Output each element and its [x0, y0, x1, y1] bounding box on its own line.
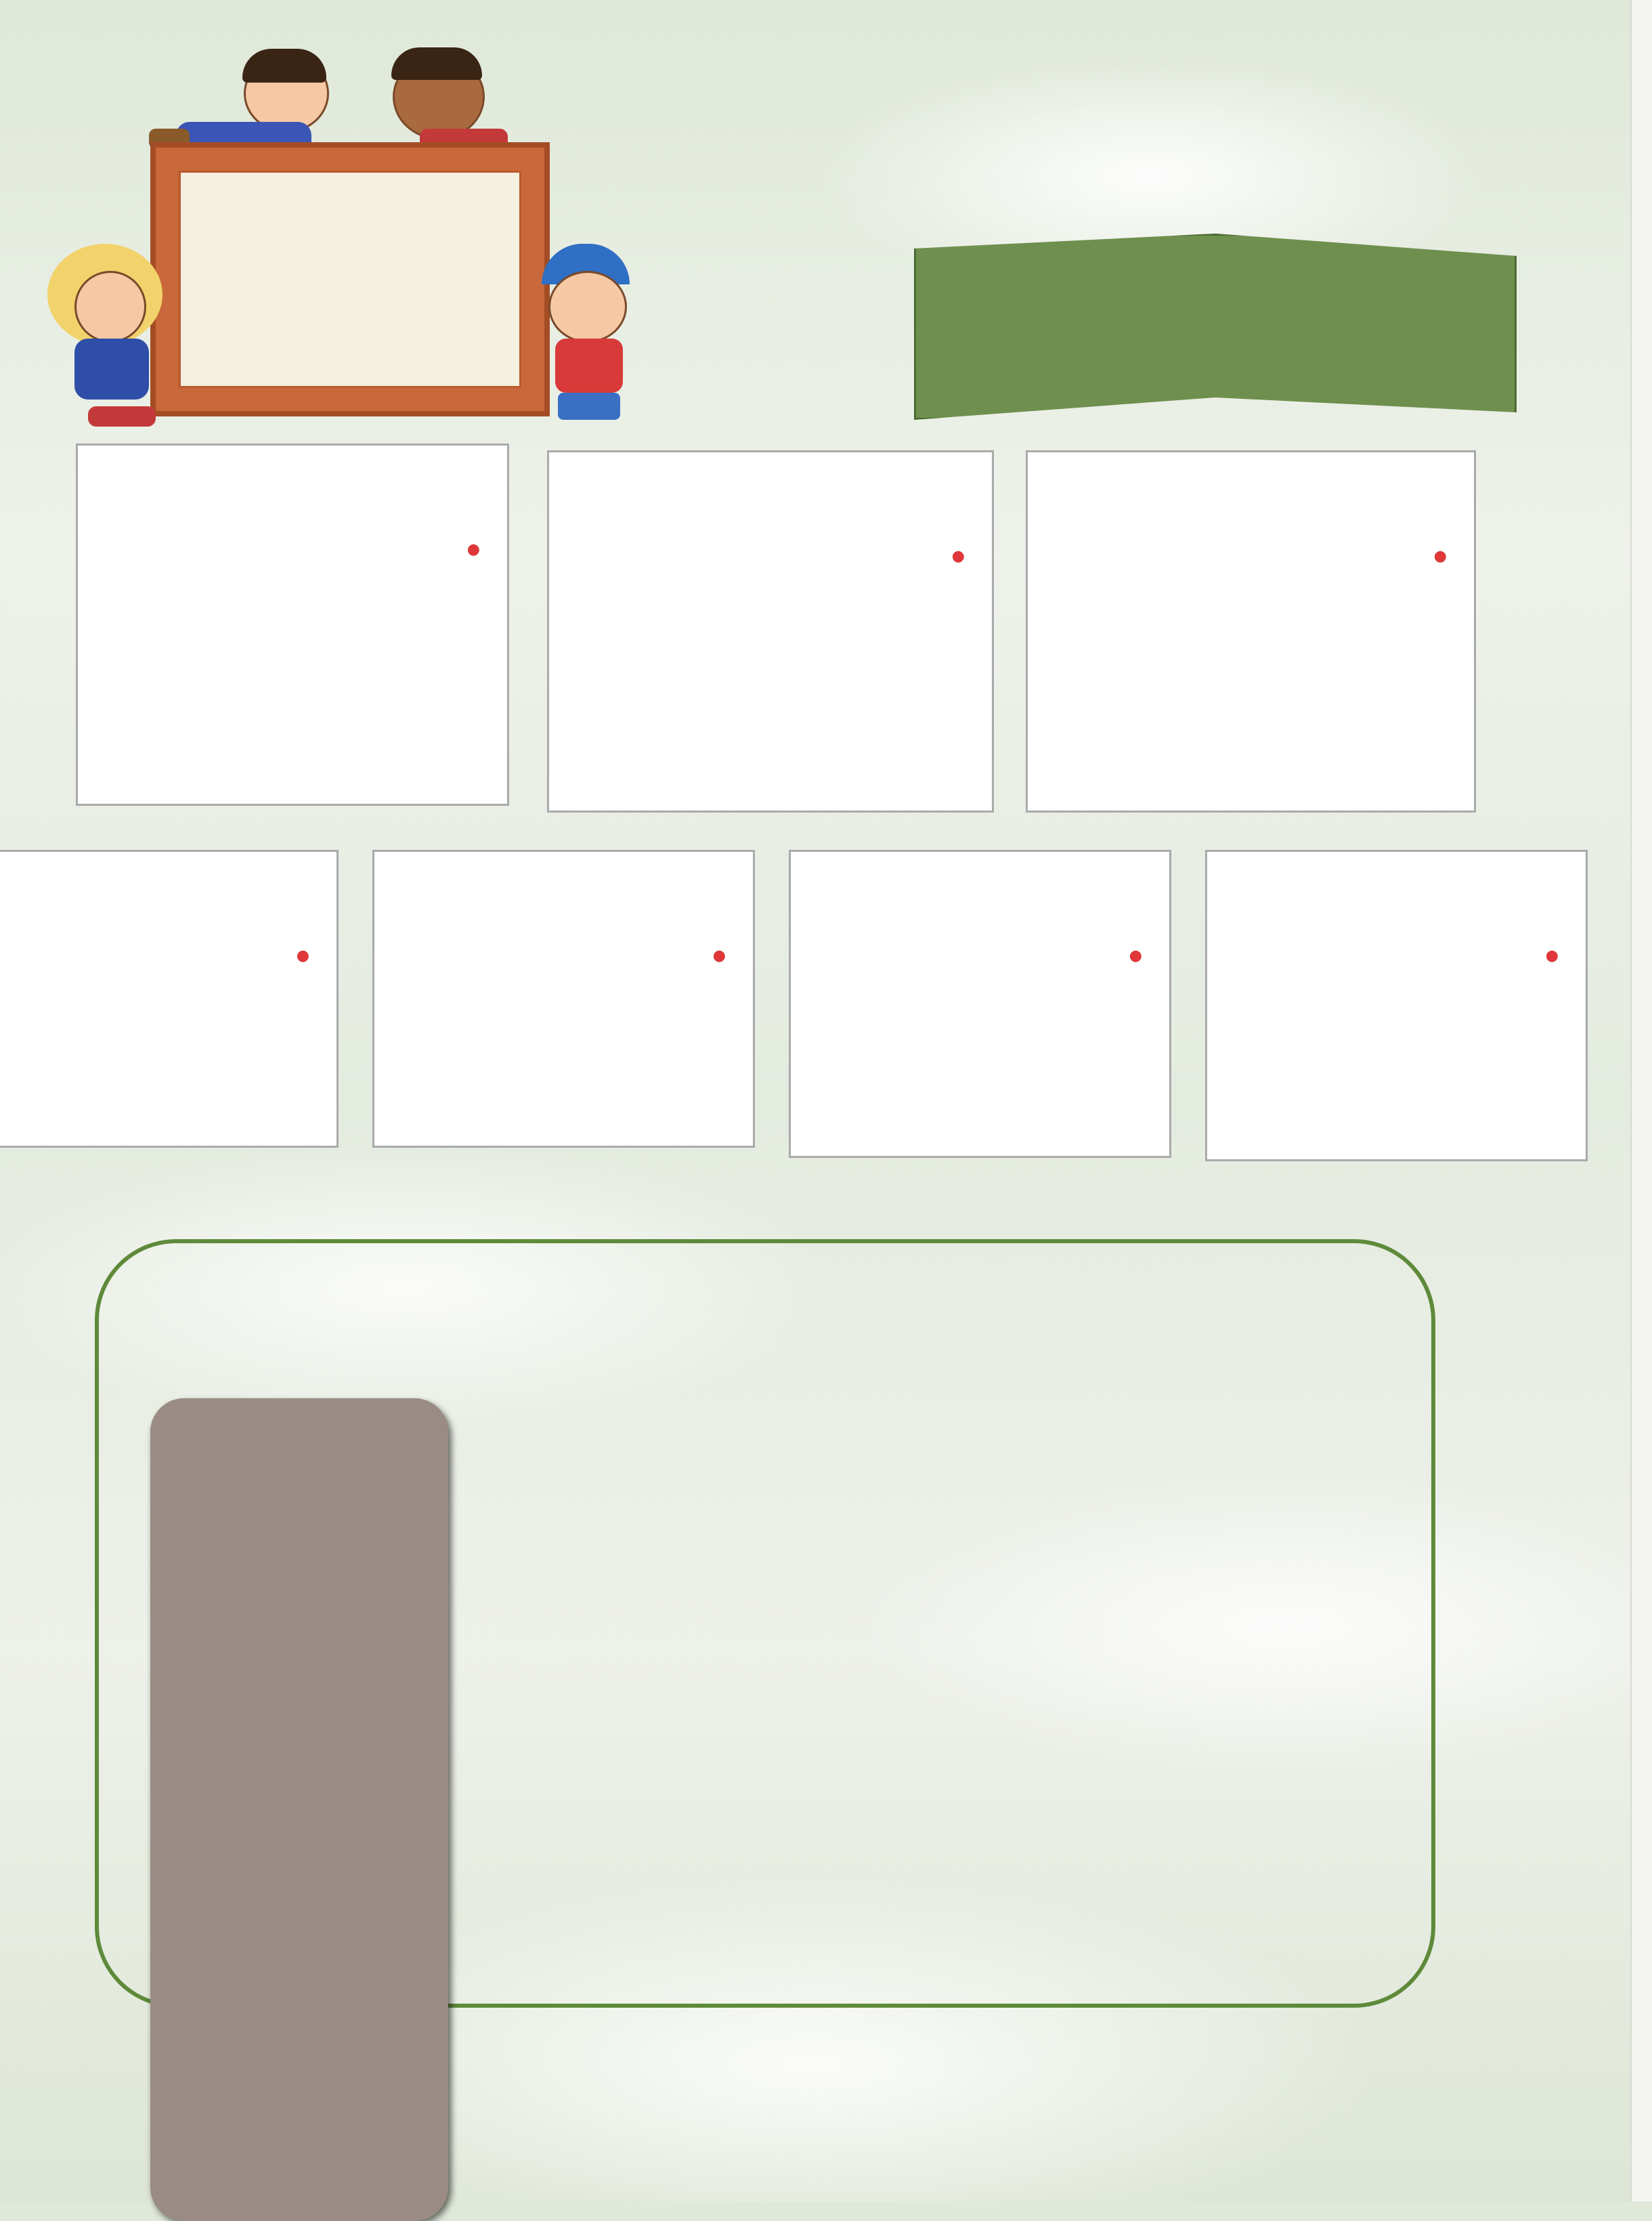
- photo-exhale: [150, 1398, 448, 2221]
- kid-boy-hair: [242, 49, 326, 83]
- girl-face: [74, 271, 146, 343]
- unit-illustration: [41, 27, 582, 433]
- girl2-face: [548, 271, 627, 343]
- girl2-shorts: [558, 393, 620, 420]
- vocab-card: [1026, 450, 1476, 813]
- kid-girl-left: [47, 244, 169, 433]
- vocab-card: [0, 850, 339, 1148]
- vocab-card: [76, 444, 509, 806]
- girl-shoes: [88, 406, 156, 427]
- page-edge: [1630, 0, 1652, 2201]
- photo-group: [150, 1398, 733, 2221]
- unit-board: [150, 142, 550, 416]
- board-panel: [179, 171, 521, 388]
- girl2-shirt: [555, 339, 623, 393]
- vocab-card: [789, 850, 1171, 1158]
- kid-boy2-hair: [391, 47, 482, 80]
- vocab-card: [547, 450, 994, 813]
- vocab-card: [1205, 850, 1588, 1161]
- vocab-banner: [914, 234, 1517, 420]
- kid-girl-right: [535, 244, 643, 447]
- vocab-card: [372, 850, 755, 1148]
- girl-dress: [74, 339, 149, 400]
